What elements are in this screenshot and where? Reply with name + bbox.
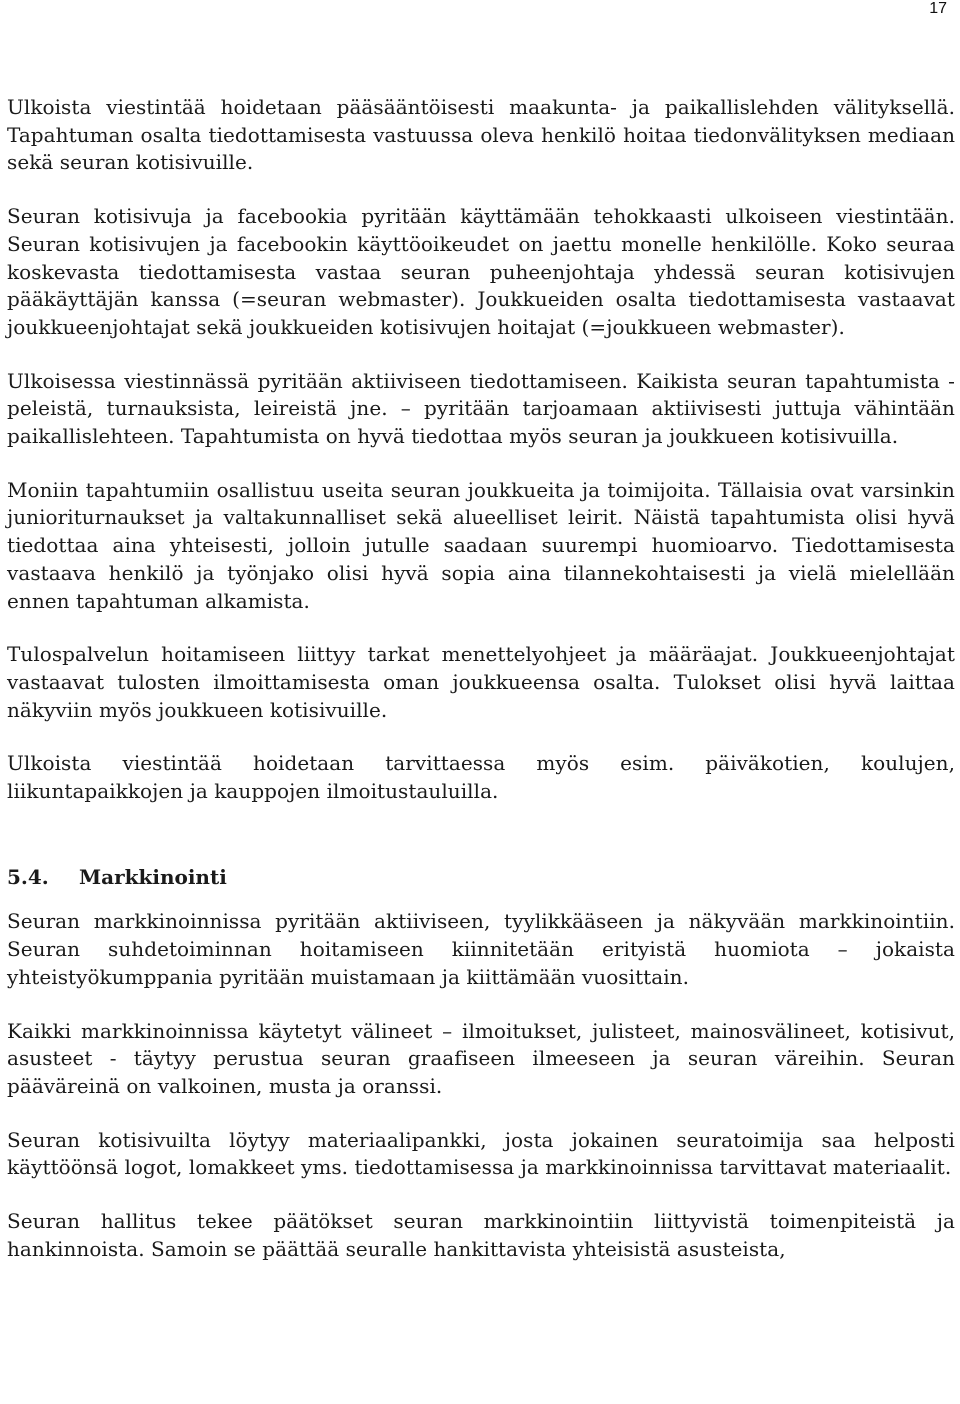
paragraph: Ulkoista viestintää hoidetaan tarvittaessa myös esim. päiväkotien, koulujen, liikuntapaikkojen ja kauppojen ilmoitustauluilla. [7,751,955,804]
paragraph: Ulkoista viestintää hoidetaan pääsääntöisesti maakunta- ja paikallislehden välityksellä. Tapahtuman osalta tiedottamisesta vastuussa oleva henkilö hoitaa tiedonvälityksen mediaan sekä seuran kotisivuille. [7,95,955,175]
section-heading [7,864,955,892]
paragraph: Seuran kotisivuilta löytyy materiaalipankki, josta jokainen seuratoimija saa helposti käyttöönsä logot, lomakkeet yms. tiedottamisessa ja markkinoinnissa tarvittavat materiaalit. [7,1127,955,1180]
paragraph: Seuran hallitus tekee päätökset seuran markkinointiin liittyvistä toimenpiteistä ja hankinnoista. Samoin se päättää seuralle hankittavista yhteisistä asusteista, [7,1209,955,1261]
paragraph: Moniin tapahtumiin osallistuu useita seuran joukkueita ja toimijoita. Tällaisia ovat varsinkin junioriturnaukset ja valtakunnalliset sekä alueelliset leirit. Näistä tapahtumista olisi hyvä tiedottaa aina yhteisesti, jolloin jutulle saadaan suurempi huomioarvo. Tiedottamisesta vastaava henkilö ja työnjako olisi hyvä sopia aina tilannekohtaisesti ja vielä mielellään ennen tapahtuman alkamista. [7,477,955,613]
section-title: Markkinointi [79,864,227,889]
paragraph: Seuran markkinoinnissa pyritään aktiiviseen, tyylikkääseen ja näkyvään markkinointiin. Seuran suhdetoiminnan hoitamiseen kiinnitetään erityistä huomiota – jokaista yhteistyökumppania pyritään muistamaan ja kiittämään vuosittain. [7,909,955,989]
paragraph: Seuran kotisivuja ja facebookia pyritään käyttämään tehokkaasti ulkoiseen viestintään. Seuran kotisivujen ja facebookin käyttöoikeudet on jaettu monelle henkilölle. Koko seuraa koskevasta tiedottamisesta vastaa seuran puheenjohtaja yhdessä seuran kotisivujen pääkäyttäjän kanssa (=seuran webmaster). Joukkueiden osalta tiedottamisesta vastaavat joukkueenjohtajat sekä joukkueiden kotisivujen hoitajat (=joukkueen webmaster). [7,204,955,339]
page-number: 17 [929,0,947,17]
section-number: 5.4. [7,864,49,889]
paragraph: Ulkoisessa viestinnässä pyritään aktiiviseen tiedottamiseen. Kaikista seuran tapahtumista - peleistä, turnauksista, leireistä jne. – pyritään tarjoamaan aktiivisesti juttuja vähintään paikallislehteen. Tapahtumista on hyvä tiedottaa myös seuran ja joukkueen kotisivuilla. [7,368,955,449]
document-body [7,94,955,1290]
paragraph: Tulospalvelun hoitamiseen liittyy tarkat menettelyohjeet ja määräajat. Joukkueenjohtajat vastaavat tulosten ilmoittamisesta oman joukkueensa osalta. Tulokset olisi hyvä laittaa näkyviin myös joukkueen kotisivuille. [7,642,955,722]
paragraph: Kaikki markkinoinnissa käytetyt välineet – ilmoitukset, julisteet, mainosvälineet, kotisivut, asusteet - täytyy perustua seuran graafiseen ilmeeseen ja seuran väreihin. Seuran pääväreinä on valkoinen, musta ja oranssi. [7,1018,955,1098]
